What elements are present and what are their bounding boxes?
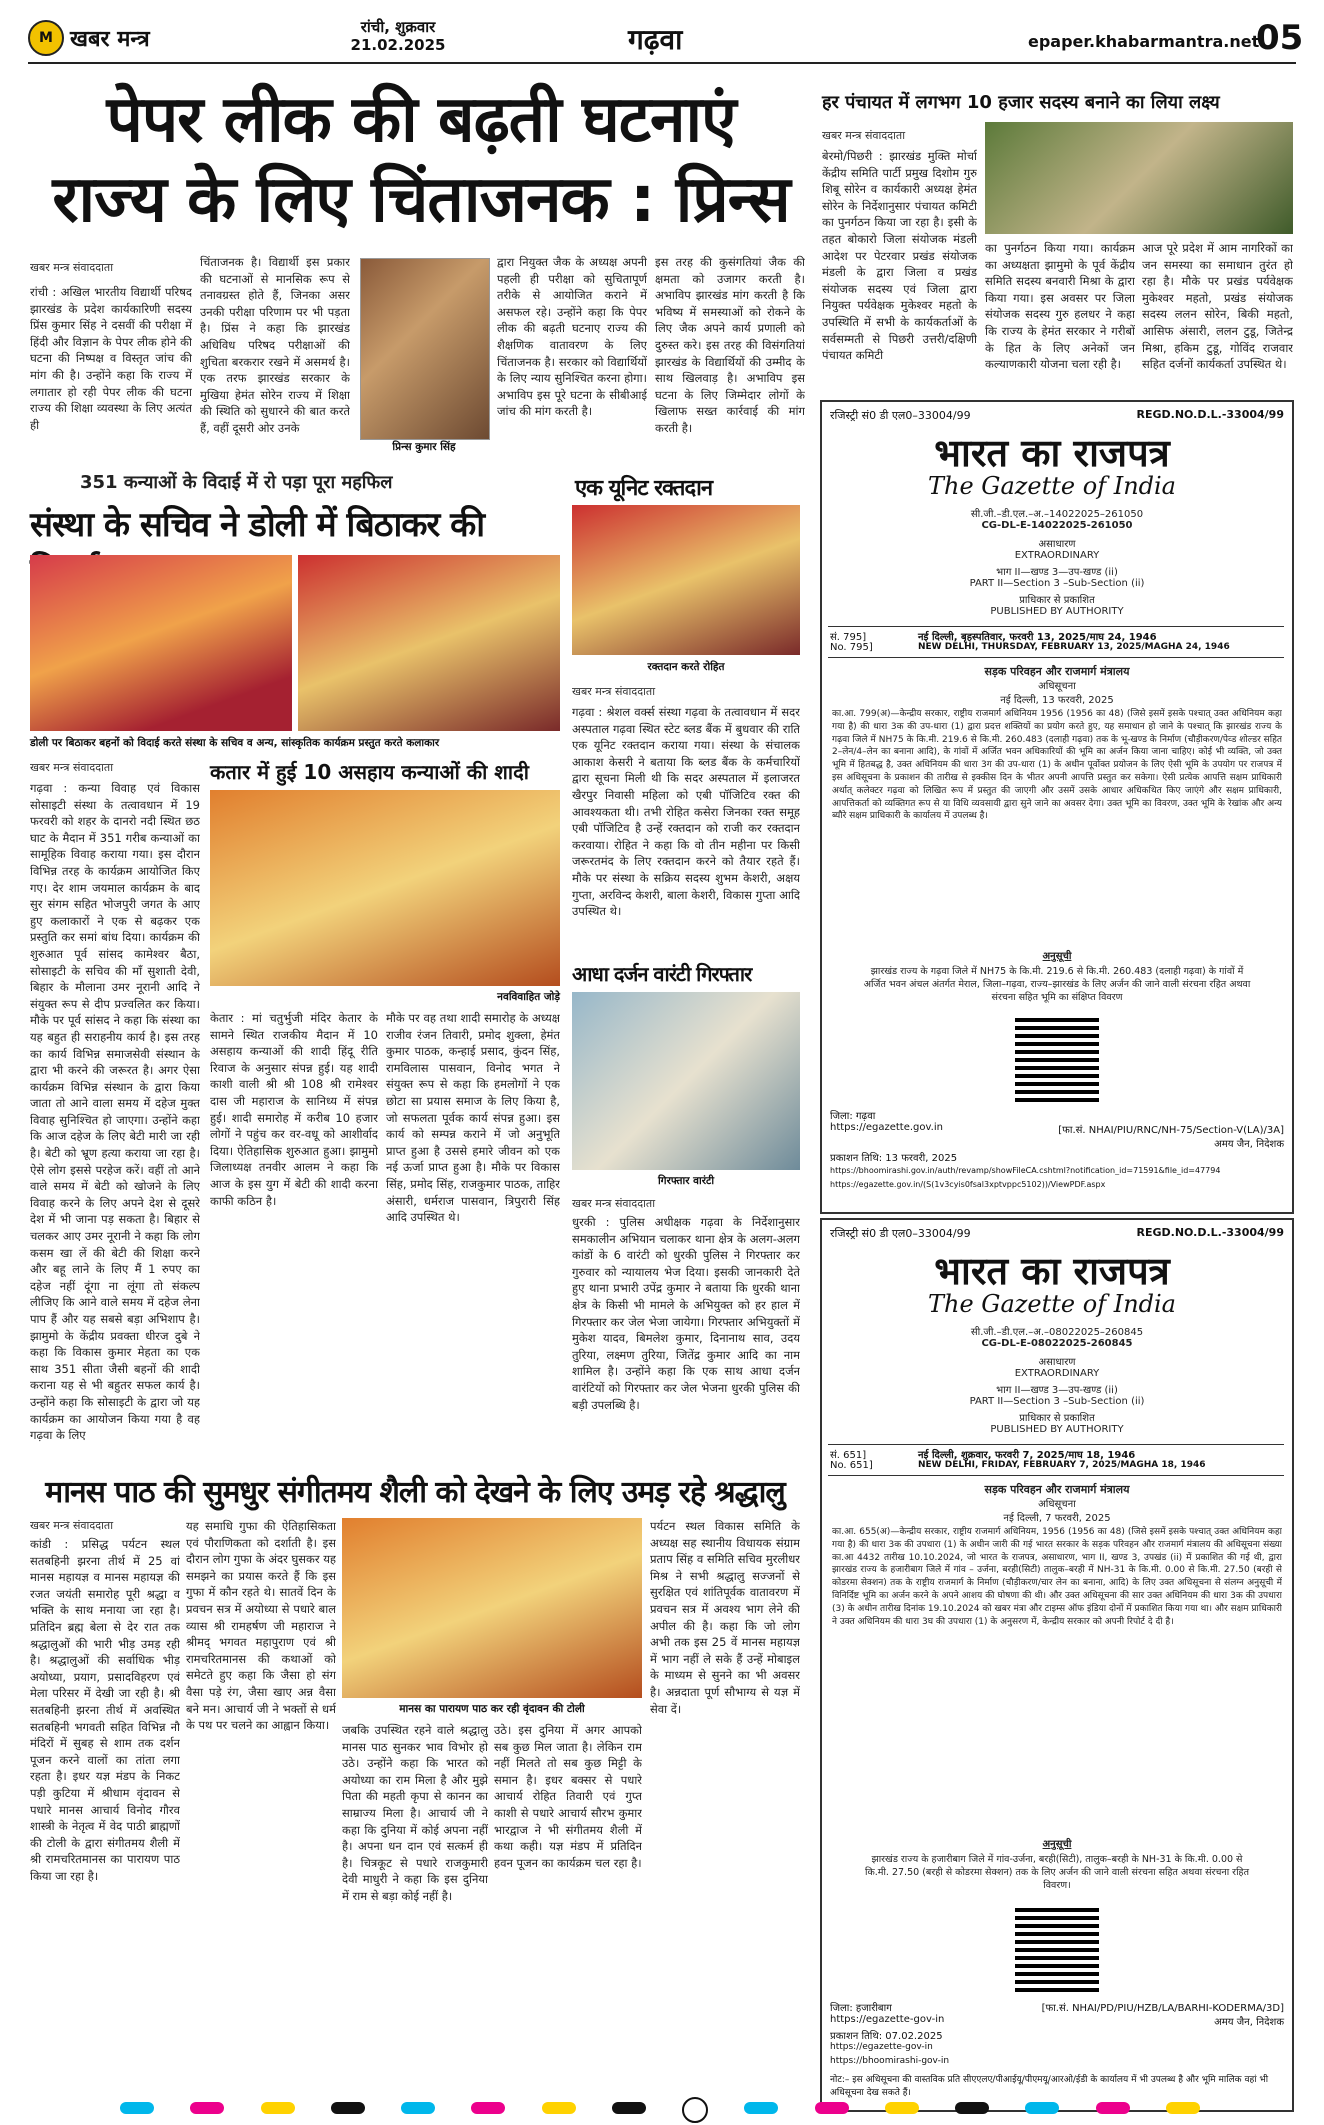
gazette2-code1: सी.जी.–डी.एल.–अ.–08022025–260845	[970, 1327, 1144, 1338]
panchayat-col3: आज पूरे प्रदेश में आम नागरिकों का जन समस्या का समाधान तुरंत हो रहा है। मौके पर प्रखंड पर्यवेक्षक मुकेश्वर महतो, प्रखंड संयोजक सदस्य ललन सोरेन, बिकी महतो, आसिफ अंसारी, ललन टुडू, जितेन्द्र मिश्रा, हकिम टुडू, गोविंद राजवार सहित दर्जनों कार्यकर्ता उपस्थित थे।	[1142, 241, 1293, 372]
magenta-mark	[471, 2102, 505, 2114]
gazette1-auth-en: PUBLISHED BY AUTHORITY	[990, 606, 1124, 617]
manas-headline: मानस पाठ की सुमधुर संगीतमय शैली को देखने के लिए उमड़ रहे श्रद्धालु	[45, 1475, 785, 1510]
gazette2-extra-en: EXTRAORDINARY	[1014, 1368, 1100, 1379]
gazette2-note: नोट:– इस अधिसूचना की वास्तविक प्रति सीएएलए/पीआईयू/पीएमयू/आरओ/ईडी के कार्यालय में भी उपलब्ध है और भूमि मालिक वहां भी अधिसूचना देख सकते हैं।	[830, 2075, 1269, 2098]
magenta-mark	[815, 2102, 849, 2114]
header-date: 21.02.2025	[350, 36, 446, 54]
yellow-mark	[885, 2102, 919, 2114]
section-name: गढ़वा	[628, 23, 683, 56]
gazette2-num-en: No. 651]	[830, 1460, 873, 1471]
gazette2-body: का.आ. 655(अ)—केन्द्रीय सरकार, राष्ट्रीय राजमार्ग अधिनियम, 1956 (1956 का 48) (जिसे इसमें इसके पश्चात् उक्त अधिनियम कहा गया है) की धारा 3क की उपधारा (1) के अधीन जारी की गई भारत सरकार के सड़क परिवहन और राजमार्ग मंत्रालय की अधिसूचना संख्या का.आ 4432 तारीख 10.10.2024, जो भारत के राजपत्र, असाधारण, भाग II, खण्ड 3, उपखंड (ii) में प्रकाशित की गई थी, द्वारा झारखंड राज्य के हजारीबाग जिले में गांव – उर्जना, बरही(सिटी) तालुक–बरही में NH-31 के कि.मी. 0.00 से कि.मी. 27.50 (बरही से कोडरमा सेक्शन) तक के राष्ट्रीय राजमार्ग के निर्माण (चौड़ीकरण/चार लेन का बनाना, आदि) के लिए उक्त अधिसूचना से संलग्न अनुसूची में विनिर्दिष्ट भूमि का अर्जन करने के अपने आशय की घोषणा की थी। और उक्त अधिसूचना की सार उक्त अधिनियम की धारा 3क की उपधारा (3) के अधीन तारीख दिनांक 19.10.2024 को खबर मंत्रा और टाइम्स ऑफ इंडिया दोनों में प्रकाशित किया गया था। और सक्षम प्राधिकारी ने उक्त अधिनियम की धारा 3घ की उपधारा (1) के अनुसरण में, केन्द्रीय सरकार को अपनी रिपोर्ट दे दी है।	[832, 1527, 1282, 1627]
panchayat-headline: हर पंचायत में लगभग 10 हजार सदस्य बनाने का लिया लक्ष्य	[822, 92, 1220, 113]
gazette1-ministry: सड़क परिवहन और राजमार्ग मंत्रालय	[984, 665, 1130, 678]
warrant-headline: आधा दर्जन वारंटी गिरफ्तार	[572, 962, 752, 986]
cyan-mark	[120, 2102, 154, 2114]
gazette2-qr-code[interactable]	[1015, 1908, 1099, 1992]
gazette2-site[interactable]: https://egazette-gov-in	[830, 2014, 945, 2025]
gazette2-date-hi: नई दिल्ली, शुक्रवार, फरवरी 7, 2025/माघ 18, 1946	[918, 1450, 1136, 1461]
gazette1-url1[interactable]: https://bhoomirashi.gov.in/auth/revamp/showFileCA.cshtml?notification_id=71591&file_id=47794	[830, 1166, 1221, 1175]
warrant-photo	[572, 992, 800, 1170]
wedding-subhead: कतार में हुई 10 असहाय कन्याओं की शादी	[210, 758, 560, 785]
gazette1-pub-date: प्रकाशन तिथि: 13 फरवरी, 2025	[830, 1153, 958, 1164]
gazette2-num-hi: सं. 651]	[830, 1450, 867, 1461]
gazette2-part-hi: भाग II—खण्ड 3—उप-खण्ड (ii)	[996, 1385, 1118, 1396]
gazette2-auth-en: PUBLISHED BY AUTHORITY	[990, 1424, 1124, 1435]
gazette2-url2[interactable]: https://bhoomirashi-gov-in	[830, 2056, 950, 2066]
gazette2-code2: CG-DL-E-08022025-260845	[981, 1338, 1133, 1349]
gazette2-url1[interactable]: https://egazette-gov-in	[830, 2042, 933, 2052]
gazette1-ref: [फा.सं. NHAI/PIU/RNC/NH-75/Section-V(LA)/3A]	[1058, 1125, 1284, 1136]
header-place-day: रांची, शुक्रवार	[360, 18, 436, 36]
gazette1-date-en: NEW DELHI, THURSDAY, FEBRUARY 13, 2025/MAGHA 24, 1946	[918, 642, 1230, 652]
top-story-col4: इस तरह की कुसंगतियां जैक की क्षमता को उजागर करती है। अभाविप झारखंड मांग करती है कि भविष्य में समस्याओं को रोकने के लिए जैक अपने कार्य प्रणाली को दुरुस्त करे। इस तरह की विसंगतियां झारखंड के विद्यार्थियों की उम्मीद के साथ खिलवाड़ है। अभाविप इस घटना के लिए जिम्मेदार लोगों के खिलाफ सख्त कार्रवाई की मांग करती है।	[655, 255, 805, 435]
wedding-photo-2	[298, 555, 560, 731]
page-number: 05	[1256, 18, 1304, 58]
blood-byline: खबर मन्त्र संवाददाता	[572, 685, 656, 698]
gazette1-code1: सी.जी.–डी.एल.–अ.–14022025–261050	[970, 509, 1144, 520]
gazette1-notice-date: नई दिल्ली, 13 फरवरी, 2025	[1000, 695, 1114, 706]
gazette2-regd-left: रजिस्ट्री सं0 डी एल0–33004/99	[830, 1227, 971, 1240]
gazette2-officer: अमय जैन, निदेशक	[1214, 2017, 1284, 2028]
gazette2-pub-date: प्रकाशन तिथि: 07.02.2025	[830, 2031, 943, 2042]
wedding-byline: खबर मन्त्र संवाददाता	[30, 761, 114, 774]
manas-col3: जबकि उपस्थित रहने वाले श्रद्धालु मानस पाठ सुनकर भाव विभोर हो उठे। उन्होंने कहा कि भारत को अयोध्या का राम मिला है और मुझे पिता की महती कृपा से कानन का साम्राज्य मिला है। आचार्य जी ने कहा कि दुनिया में कोई अपना नहीं है। अपना धन दान एवं सत्कर्म ही है। चित्रकूट से पधारे राजकुमारी देवी माधुरी ने कहा कि इस दुनिया में राम से बड़ा कोई नहीं है।	[342, 1723, 488, 1903]
gazette-notice-2	[820, 1218, 1294, 2112]
gazette1-site[interactable]: https://egazette.gov.in	[830, 1122, 943, 1133]
gazette2-title-en: The Gazette of India	[928, 1290, 1176, 1318]
warrant-byline: खबर मन्त्र संवाददाता	[572, 1197, 656, 1210]
wedding-photo-caption: डोली पर बिठाकर बहनों को विदाई करते संस्था के सचिव व अन्य, सांस्कृतिक कार्यक्रम प्रस्तुत करते कलाकार	[30, 737, 440, 749]
wedding-col2: केतार : मां चतुर्भुजी मंदिर केतार के सामने स्थित राजकीय मैदान में 10 असहाय कन्याओं की शादी हिंदू रीति रिवाज के अनुसार संपन्न हुई। यह शादी काशी वाली श्री श्री 108 श्री रामेश्वर दास जी महाराज के सानिध्य में संपन्न हुई। शादी समारोह में करीब 10 हजार लोगों ने पहुंच कर वर-वधू को आशीर्वाद दिया। ऐतिहासिक शुरुआत हुआ। झामुमो जिलाध्यक्ष तनवीर आलम ने कहा कि आज के इस युग में बेटी की शादी करना काफी कठिन है।	[210, 1011, 378, 1208]
yellow-mark	[542, 2102, 576, 2114]
gazette2-schedule-desc: झारखंड राज्य के हजारीबाग जिले में गांव-उर्जना, बरही(सिटी), तालुक–बरही के NH-31 के कि.मी. 0.00 से कि.मी. 27.50 (बरही से कोडरमा सेक्शन) तक के लिए अर्जन की जाने वाली संरचना सहित अथवा संरचना रहित विवरण।	[865, 1854, 1249, 1891]
warrant-photo-caption: गिरफ्तार वारंटी	[657, 1175, 715, 1187]
gazette1-title-hi: भारत का राजपत्र	[934, 430, 1170, 475]
gazette2-ministry: सड़क परिवहन और राजमार्ग मंत्रालय	[984, 1483, 1130, 1496]
gazette1-officer: अमय जैन, निदेशक	[1214, 1139, 1284, 1150]
top-story-headline-line1: पेपर लीक की बढ़ती घटनाएं	[106, 83, 736, 157]
panchayat-col2: का पुनर्गठन किया गया। कार्यक्रम का अध्यक्षता झामुमो के पूर्व केंद्रीय समिति सदस्य बनवारी मिश्रा के द्वारा किया गया। इस अवसर पर जिला संयोजक सदस्य गुरु हलधर ने कहा कि राज्य के हेमंत सरकार ने गरीबों के हित के लिए अनेकों जन कल्याणकारी योजना चला रही है।	[985, 241, 1135, 372]
page-header	[28, 18, 1304, 64]
logo-icon: M	[28, 20, 64, 56]
yellow-mark	[1166, 2102, 1200, 2114]
wedding-photo-1	[30, 555, 292, 731]
print-registration-marks	[120, 2102, 1200, 2116]
blood-photo-caption: रक्तदान करते रोहित	[647, 661, 725, 673]
wedding-kicker: 351 कन्याओं के विदाई में रो पड़ा पूरा महफिल	[80, 472, 393, 493]
wedding-col1: गढ़वा : कन्या विवाह एवं विकास सोसाइटी संस्था के तत्वावधान में 19 फरवरी को शहर के दानरो नदी स्थित छठ घाट के मैदान में 351 गरीब कन्याओं का सामूहिक विवाह कराया गया। इस दौरान विभिन्न तरह के कार्यक्रम आयोजित किए गए। देर शाम जयमाल कार्यक्रम के बाद सुर संगम सहित भोजपुरी जगत के आए हुए कलाकारों ने एक से बढ़कर एक प्रस्तुति कर समां बांध दिया। कार्यक्रम की शुरुआत पूर्व सांसद कामेश्वर बैठा, सोसाइटी के सचिव की माँ सुशाती देवी, बिहार के मौलाना उमर नूरानी आदि ने संयुक्त रूप से दीप प्रज्वलित कर किया। मौके पर पूर्व सांसद ने कहा कि संस्था का यह बहुत ही सराहनीय कार्य है। इस तरह का कार्य विभिन्न समाजसेवी संस्थान के द्वारा भी करने की जरूरत है। अगर ऐसा कार्यक्रम विभिन्न संस्थान के द्वारा किया जाता तो आने वाला समय में दहेज मुक्त विवाह सुनिश्चित हो जाएगा। उन्होंने कहा कि आज दहेज के लिए बेटी मारी जा रही है। बेटी को भ्रूण हत्या कराया जा रहा है। ऐसे लोग इससे परहेज करें। वहीं तो आने वाले समय में बेटी को खोजने के लिए विवाह करने के लिए अपने देश से दूसरे देश में भी जाना पड़ सकता है। बिहार से चलकर आए उमर नूरानी ने कहा कि लोग कसम खा लें की बेटी की शिक्षा करने और बहू लाने के लिए मैं 1 रुपए का दहेज नहीं दूंगा ना लूंगा तो संकल्प लीजिए कि आने वाले समय में दहेज लेना पाप हैं और यह सबसे बड़ा अभिशाप है। झामुमो के केंद्रीय प्रवक्ता धीरज दुबे ने कहा कि विकास कुमार मेहता का एक साथ 351 सीता जैसी बहनों की शादी कराना यह से भी बहुतर सफल कार्य है। उन्होंने कहा कि सोसाइटी के द्वारा जो यह कार्यक्रम का आयोजन किया गया है वह गढ़वा के लिए	[30, 781, 200, 1443]
gazette1-date-hi: नई दिल्ली, बृहस्पतिवार, फरवरी 13, 2025/माघ 24, 1946	[918, 632, 1157, 643]
cyan-mark	[1025, 2102, 1059, 2114]
panchayat-col1: बेरमो/पिछरी : झारखंड मुक्ति मोर्चा केंद्रीय समिति पार्टी प्रमुख दिशोम गुरु शिबू सोरेन व कार्यकारी अध्यक्ष हेमंत सोरेन के निर्देशानुसार पंचायत कमिटी का पुनर्गठन किया जा रहा है। इसी के तहत बोकारो जिला संयोजक मंडली आदेश पर पेटरवार प्रखंड संयोजक मंडली के द्वारा जिला व प्रखंड संयोजक सदस्य एवं जिला द्वारा नियुक्त पर्यवेक्षक मुकेश्वर महतो के उपस्थिति में सभी के कार्यकर्ताओं के सर्वसम्मती से पिछरी उत्तरी/दक्षिणी पंचायत कमिटी	[822, 149, 977, 363]
wedding-headline: संस्था के सचिव ने डोली में बिठाकर की	[30, 505, 485, 545]
wedding-photo-3	[210, 790, 560, 986]
gazette-notice-1	[820, 400, 1294, 1214]
gazette2-district: जिला: हजारीबाग	[830, 2003, 892, 2014]
top-story-headline	[36, 80, 806, 240]
gazette1-code2: CG-DL-E-14022025-261050	[981, 520, 1133, 531]
gazette2-notice-date: नई दिल्ली, 7 फरवरी, 2025	[1003, 1513, 1111, 1524]
gazette1-notice: अधिसूचना	[1038, 681, 1076, 692]
manas-col5: पर्यटन स्थल विकास समिति के अध्यक्ष सह स्थानीय विधायक संग्राम प्रताप सिंह व समिति सचिव मुरलीधर मिश्र ने सभी श्रद्धालु सज्जनों से सुरक्षित एवं शांतिपूर्वक वातावरण में प्रवचन सत्र में अवश्य भाग लेने की अपील की है। कहा कि जो लोग अभी तक इस 25 वें मानस महायज्ञ में भाग नहीं ले सके हैं उन्हें मोबाइल के माध्यम से सुनने का भी अवसर है। अन्नदाता पूर्ण सौभाग्य से यज्ञ में सेवा दें।	[650, 1519, 800, 1716]
gazette1-num-en: No. 795]	[830, 642, 873, 653]
manas-byline: खबर मन्त्र संवाददाता	[30, 1519, 114, 1532]
gazette1-district: जिला: गढ़वा	[830, 1111, 876, 1122]
top-story-col1: रांची : अखिल भारतीय विद्यार्थी परिषद झारखंड के प्रदेश कार्यकारिणी सदस्य प्रिंस कुमार सिंह ने दसवीं की परीक्षा में हिंदी और विज्ञान के पेपर लीक होने की घटना की निष्पक्ष व विस्तृत जांच की मांग की है। उन्होंने कहा कि राज्य में लगातार हो रही पेपर लीक की घटना राज्य की शिक्षा व्यवस्था के लिए अत्यंत ही	[30, 285, 192, 432]
magenta-mark	[190, 2102, 224, 2114]
blood-headline: एक यूनिट रक्तदान	[575, 476, 713, 501]
top-story-col2: चिंताजनक है। विद्यार्थी इस प्रकार की घटनाओं से मानसिक रूप से तनावग्रस्त होते हैं, जिनका असर उनकी परीक्षा परिणाम पर भी पड़ता है। प्रिंस ने कहा कि झारखंड अधिविध परिषद परीक्षाओं की शुचिता बरकरार रखने में असमर्थ है। एक तरफ झारखंड सरकार के मुखिया हेमंत सोरेन राज्य में शिक्षा की स्थिति को सुधारने की बात करते हैं, वहीं दूसरी ओर उनके	[200, 255, 350, 435]
gazette1-extra-en: EXTRAORDINARY	[1014, 550, 1100, 561]
masthead-logo	[28, 20, 238, 56]
blood-photo	[572, 505, 800, 655]
manas-col1: कांडी : प्रसिद्ध पर्यटन स्थल सतबहिनी झरना तीर्थ में 25 वां मानस महायज्ञ व मानस महायज्ञ की रजत जयंती समारोह पूरी श्रद्धा व भक्ति के साथ मनाया जा रहा है। प्रतिदिन ब्रह्म बेला से देर रात तक श्रद्धालुओं की भारी भीड़ उमड़ रही है। श्रद्धालुओं की सर्वाधिक भीड़ अयोध्या, प्रयाग, प्रसादविहरण एवं मेला परिसर में देखी जा रही है। श्री सतबहिनी झरना तीर्थ में अवस्थित सतबहिनी भगवती सहित विभिन्न नौ मंदिरों में सुबह से शाम तक दर्शन पूजन करने वालों का तांता लगा रहता है। इधर यज्ञ मंडप के निकट पड़ी कुटिया में श्रीधाम वृंदावन से पधारे मानस आचार्य विनोद गौरव शास्त्री के नेतृत्व में वेद पाठी ब्राह्मणों की टोली के द्वारा संगीतमय शैली में श्री रामचरितमानस का पारायण पाठ किया जा रहा है।	[30, 1537, 180, 1883]
gazette1-regd-right: REGD.NO.D.L.-33004/99	[1136, 408, 1284, 421]
cyan-mark	[401, 2102, 435, 2114]
header-dateline	[328, 18, 468, 54]
top-story-byline: खबर मन्त्र संवाददाता	[30, 261, 114, 274]
top-story-col3: द्वारा नियुक्त जैक के अध्यक्ष अपनी पहली ही परीक्षा को सुचितापूर्ण तरीके से आयोजित कराने में असफल रहे। उन्होंने कहा कि पेपर लीक की बढ़ती घटनाए राज्य की शैक्षणिक वातावरण के लिए चिंताजनक है। सरकार को विद्यार्थियों के लिए न्याय सुनिश्चित करना होगा। अभाविप इस पूरे घटना के सीबीआई जांच की मांग करती है।	[497, 255, 647, 419]
black-mark	[955, 2102, 989, 2114]
gazette1-numline	[828, 626, 1284, 658]
top-story-photo-caption: प्रिन्स कुमार सिंह	[392, 441, 456, 453]
black-mark	[331, 2102, 365, 2114]
cyan-mark	[744, 2102, 778, 2114]
epaper-url[interactable]: epaper.khabarmantra.net	[1028, 32, 1260, 51]
gazette2-ref: [फा.सं. NHAI/PD/PIU/HZB/LA/BARHI-KODERMA/3D]	[1041, 2003, 1284, 2014]
gazette1-url2[interactable]: https://egazette.gov.in/(S(1v3cyis0fsal3xptvppc5102))/ViewPDF.aspx	[830, 1180, 1106, 1189]
manas-photo	[342, 1518, 642, 1698]
gazette1-part-en: PART II—Section 3 –Sub-Section (ii)	[969, 578, 1145, 589]
magenta-mark	[1096, 2102, 1130, 2114]
gazette1-auth-hi: प्राधिकार से प्रकाशित	[1019, 595, 1095, 606]
gazette1-regd-left: रजिस्ट्री सं0 डी एल0–33004/99	[830, 409, 971, 422]
gazette1-qr-code[interactable]	[1015, 1018, 1099, 1102]
gazette2-schedule-title: अनुसूची	[1042, 1839, 1072, 1850]
gazette2-notice: अधिसूचना	[1038, 1499, 1076, 1510]
manas-col4: उठे। इस दुनिया में अगर आपको सब कुछ मिल जाता है। लेकिन राम नहीं मिलते तो सब कुछ मिट्टी के समान है। इधर बक्सर से पधारे आचार्य रोहित तिवारी एवं गुप्त काशी से पधारे आचार्य सौरभ कुमार भारद्वाज ने भी संगीतमय शैली में कथा कही। यज्ञ मंडप में प्रतिदिन हवन पूजन का कार्यक्रम चल रहा है।	[494, 1723, 642, 1870]
manas-photo-caption: मानस का पारायण पाठ कर रही वृंदावन की टोली	[399, 1703, 585, 1715]
manas-col2: यह समाधि गुफा की ऐतिहासिकता एवं पौराणिकता को दर्शाती है। इस दौरान लोग गुफा के अंदर घुसकर यह समझने का प्रयास करते हैं कि इस गुफा में कौन रहते थे। सातवें दिन के प्रवचन सत्र में अयोध्या से पधारे बाल व्यास श्री रामहर्षण जी महाराज ने श्रीमद् भगवत महापुराण एवं श्री रामचरितमानस की कथाओं को समेटते हुए कहा कि जैसा हो संग वैसा पड़े रंग, जैसा खाए अन्न वैसा बने मन। आचार्य जी ने भक्तों से धर्म के पथ पर चलने का आह्वान किया।	[186, 1519, 336, 1733]
gazette1-extra-hi: असाधारण	[1038, 539, 1076, 550]
yellow-mark	[261, 2102, 295, 2114]
gazette1-title-en: The Gazette of India	[928, 472, 1176, 500]
gazette2-extra-hi: असाधारण	[1038, 1357, 1076, 1368]
logo-text: खबर मन्त्र	[70, 27, 150, 52]
gazette1-num-hi: सं. 795]	[830, 632, 867, 643]
gazette2-regd-right: REGD.NO.D.L.-33004/99	[1136, 1226, 1284, 1239]
gazette2-title-hi: भारत का राजपत्र	[934, 1248, 1170, 1293]
wedding-col3: मौके पर वह तथा शादी समारोह के अध्यक्ष राजीव रंजन तिवारी, प्रमोद शुक्ला, हेमंत कुमार पाठक, कन्हाई प्रसाद, कुंदन सिंह, रामविलास पासवान, विनोद भगत ने संयुक्त रूप से कहा कि हमलोगों ने एक छोटा सा प्रयास समाज के लिए किया है, जो सफलता पूर्वक कार्य संपन्न हुआ। इस कार्य को सम्पन्न कराने में जो अनुभूति प्राप्त हुआ है उससे हमारे जीवन को एक नई ऊर्जा प्राप्त हुआ है। मौके पर विकास सिंह, प्रमोद सिंह, राजकुमार पाठक, ताहिर अंसारी, धर्मराज पासवान, त्रिपुरारी सिंह आदि उपस्थित थे।	[386, 1011, 560, 1225]
gazette1-part-hi: भाग II—खण्ड 3—उप-खण्ड (ii)	[996, 567, 1118, 578]
top-story-photo	[360, 258, 490, 440]
gazette2-auth-hi: प्राधिकार से प्रकाशित	[1019, 1413, 1095, 1424]
gazette1-body: का.आ. 799(अ)—केन्द्रीय सरकार, राष्ट्रीय राजमार्ग अधिनियम 1956 (1956 का 48) (जिसे इसमें इसके पश्चात् उक्त अधिनियम कहा गया है) की धारा 3क की उप-धारा (1) द्वारा प्रदत्त शक्तियों का प्रयोग करते हुए, यह समाधान हो जाने के पश्चात् कि झारखंड राज्य के गढ़वा जिले में NH75 के कि.मी. 219.6 से कि.मी. 260.483 (दलाही गढ़वा) तक के भू-खण्ड के निर्माण (चौड़ीकरण/पेव्ड शोल्डर सहित 2–लेन/4–लेन का बनाना आदि), के गांवों में अर्जित भवन अधिकारियों की भूमि का अर्जन किया जाना चाहिए। कोई भी व्यक्ति, जो उक्त भूमि में हितबद्ध है, उक्त अधिनियम की धारा 3ग की उप-धारा (1) के अधीन पूर्वोक्त प्रयोजन के लिए ऐसी भूमि के उपयोग पर राजपत्र में इस अधिसूचना के प्रकाशन की तारीख से इक्कीस दिन के भीतर अपनी आपत्ति प्रस्तुत कर सकेगा। ऐसी प्रत्येक आपत्ति सक्षम प्राधिकारी अर्थात् कलेक्टर गढ़वा को लिखित रूप में प्रस्तुत की जाएगी और उसमें उसके आधार अधिकथित किए जाएंगे और सक्षम प्राधिकारी, आपत्तिकर्ता को व्यक्तिगत रूप से या विधि व्यवसायी द्वारा सुने जाने का अवसर देगा। उक्त भूमि का विवरण, उक्त भूमि के रेखांक और अन्य ब्यौरे सक्षम प्राधिकारी के कार्यालय में उपलब्ध है।	[832, 709, 1282, 822]
blood-body: गढ़वा : श्रेशल वर्क्स संस्था गढ़वा के तत्वावधान में सदर अस्पताल गढ़वा स्थित स्टेट ब्लड बैंक में बुधवार की राति एक यूनिट रक्तदान कराया गया। संस्था के संचालक आकाश केसरी ने बताया कि ब्लड बैंक के कर्मचारियों द्वारा सूचना मिली थी कि सदर अस्पताल में इलाजरत खैरपुर निवासी महिला को एबी पॉजिटिव रक्त की आवश्यकता थी। तभी रोहित कसेरा जिनका रक्त समूह एबी पॉजिटिव है उन्हें रक्तदान को राजी कर रक्तदान करवाया। रोहित ने कहा कि वो तीन महीना पर किसी जरूरतमंद के लिए रक्तदान करने को तैयार रहते हैं। मौके पर संस्था के सक्रिय सदस्य शुभम केशरी, अक्षय गुप्ता, अरविन्द केशरी, बाला केशरी, विकास गुप्ता आदि उपस्थित थे।	[572, 705, 800, 919]
crosshair-icon	[682, 2097, 708, 2123]
black-mark	[612, 2102, 646, 2114]
gazette1-schedule-desc: झारखंड राज्य के गढ़वा जिले में NH75 के कि.मी. 219.6 से कि.मी. 260.483 (दलाही गढ़वा) के गांवों में अर्जित भवन अंचल अंतर्गत मेराल, जिला–गढ़वा, राज्य–झारखंड के लिए अर्जन की जाने वाली संरचना रहित अथवा संरचना सहित भूमि का संक्षिप्त विवरण	[863, 966, 1251, 1003]
panchayat-byline: खबर मन्त्र संवाददाता	[822, 129, 906, 142]
panchayat-photo	[985, 122, 1293, 234]
warrant-body: धुरकी : पुलिस अधीक्षक गढ़वा के निर्देशानुसार समकालीन अभियान चलाकर थाना क्षेत्र के अलग-अलग कांडों के 6 वारंटी को धुरकी पुलिस ने गिरफ्तार कर गुरुवार को न्यायालय भेज दिया। इसकी जानकारी देते हुए थाना प्रभारी उपेंद्र कुमार ने बताया कि धुरकी थाना क्षेत्र के किसी भी मामले के अभियुक्त को हर हाल में गिरफ्तार कर जेल भेजा जायेगा। गिरफ्तार अभियुक्तों में मुकेश यादव, बिमलेश कुमार, दिनानाथ साव, उदय तुरिया, लक्ष्मण तुरिया, जितेंद्र कुमार आदि का नाम शामिल है। उन्होंने कहा कि एक साथ आधा दर्जन वारंटियों को गिरफ्तार कर जेल भेजना धुरकी पुलिस की बड़ी उपलब्धि है।	[572, 1215, 800, 1412]
gazette1-schedule-title: अनुसूची	[1042, 951, 1072, 962]
wedding-photo3-caption: नवविवाहित जोड़े	[497, 991, 560, 1003]
gazette2-date-en: NEW DELHI, FRIDAY, FEBRUARY 7, 2025/MAGHA 18, 1946	[918, 1460, 1206, 1470]
gazette2-part-en: PART II—Section 3 –Sub-Section (ii)	[969, 1396, 1145, 1407]
top-story-headline-line2: राज्य के लिए चिंताजनक : प्रिन्स	[52, 163, 790, 237]
gazette2-numline	[828, 1444, 1284, 1476]
